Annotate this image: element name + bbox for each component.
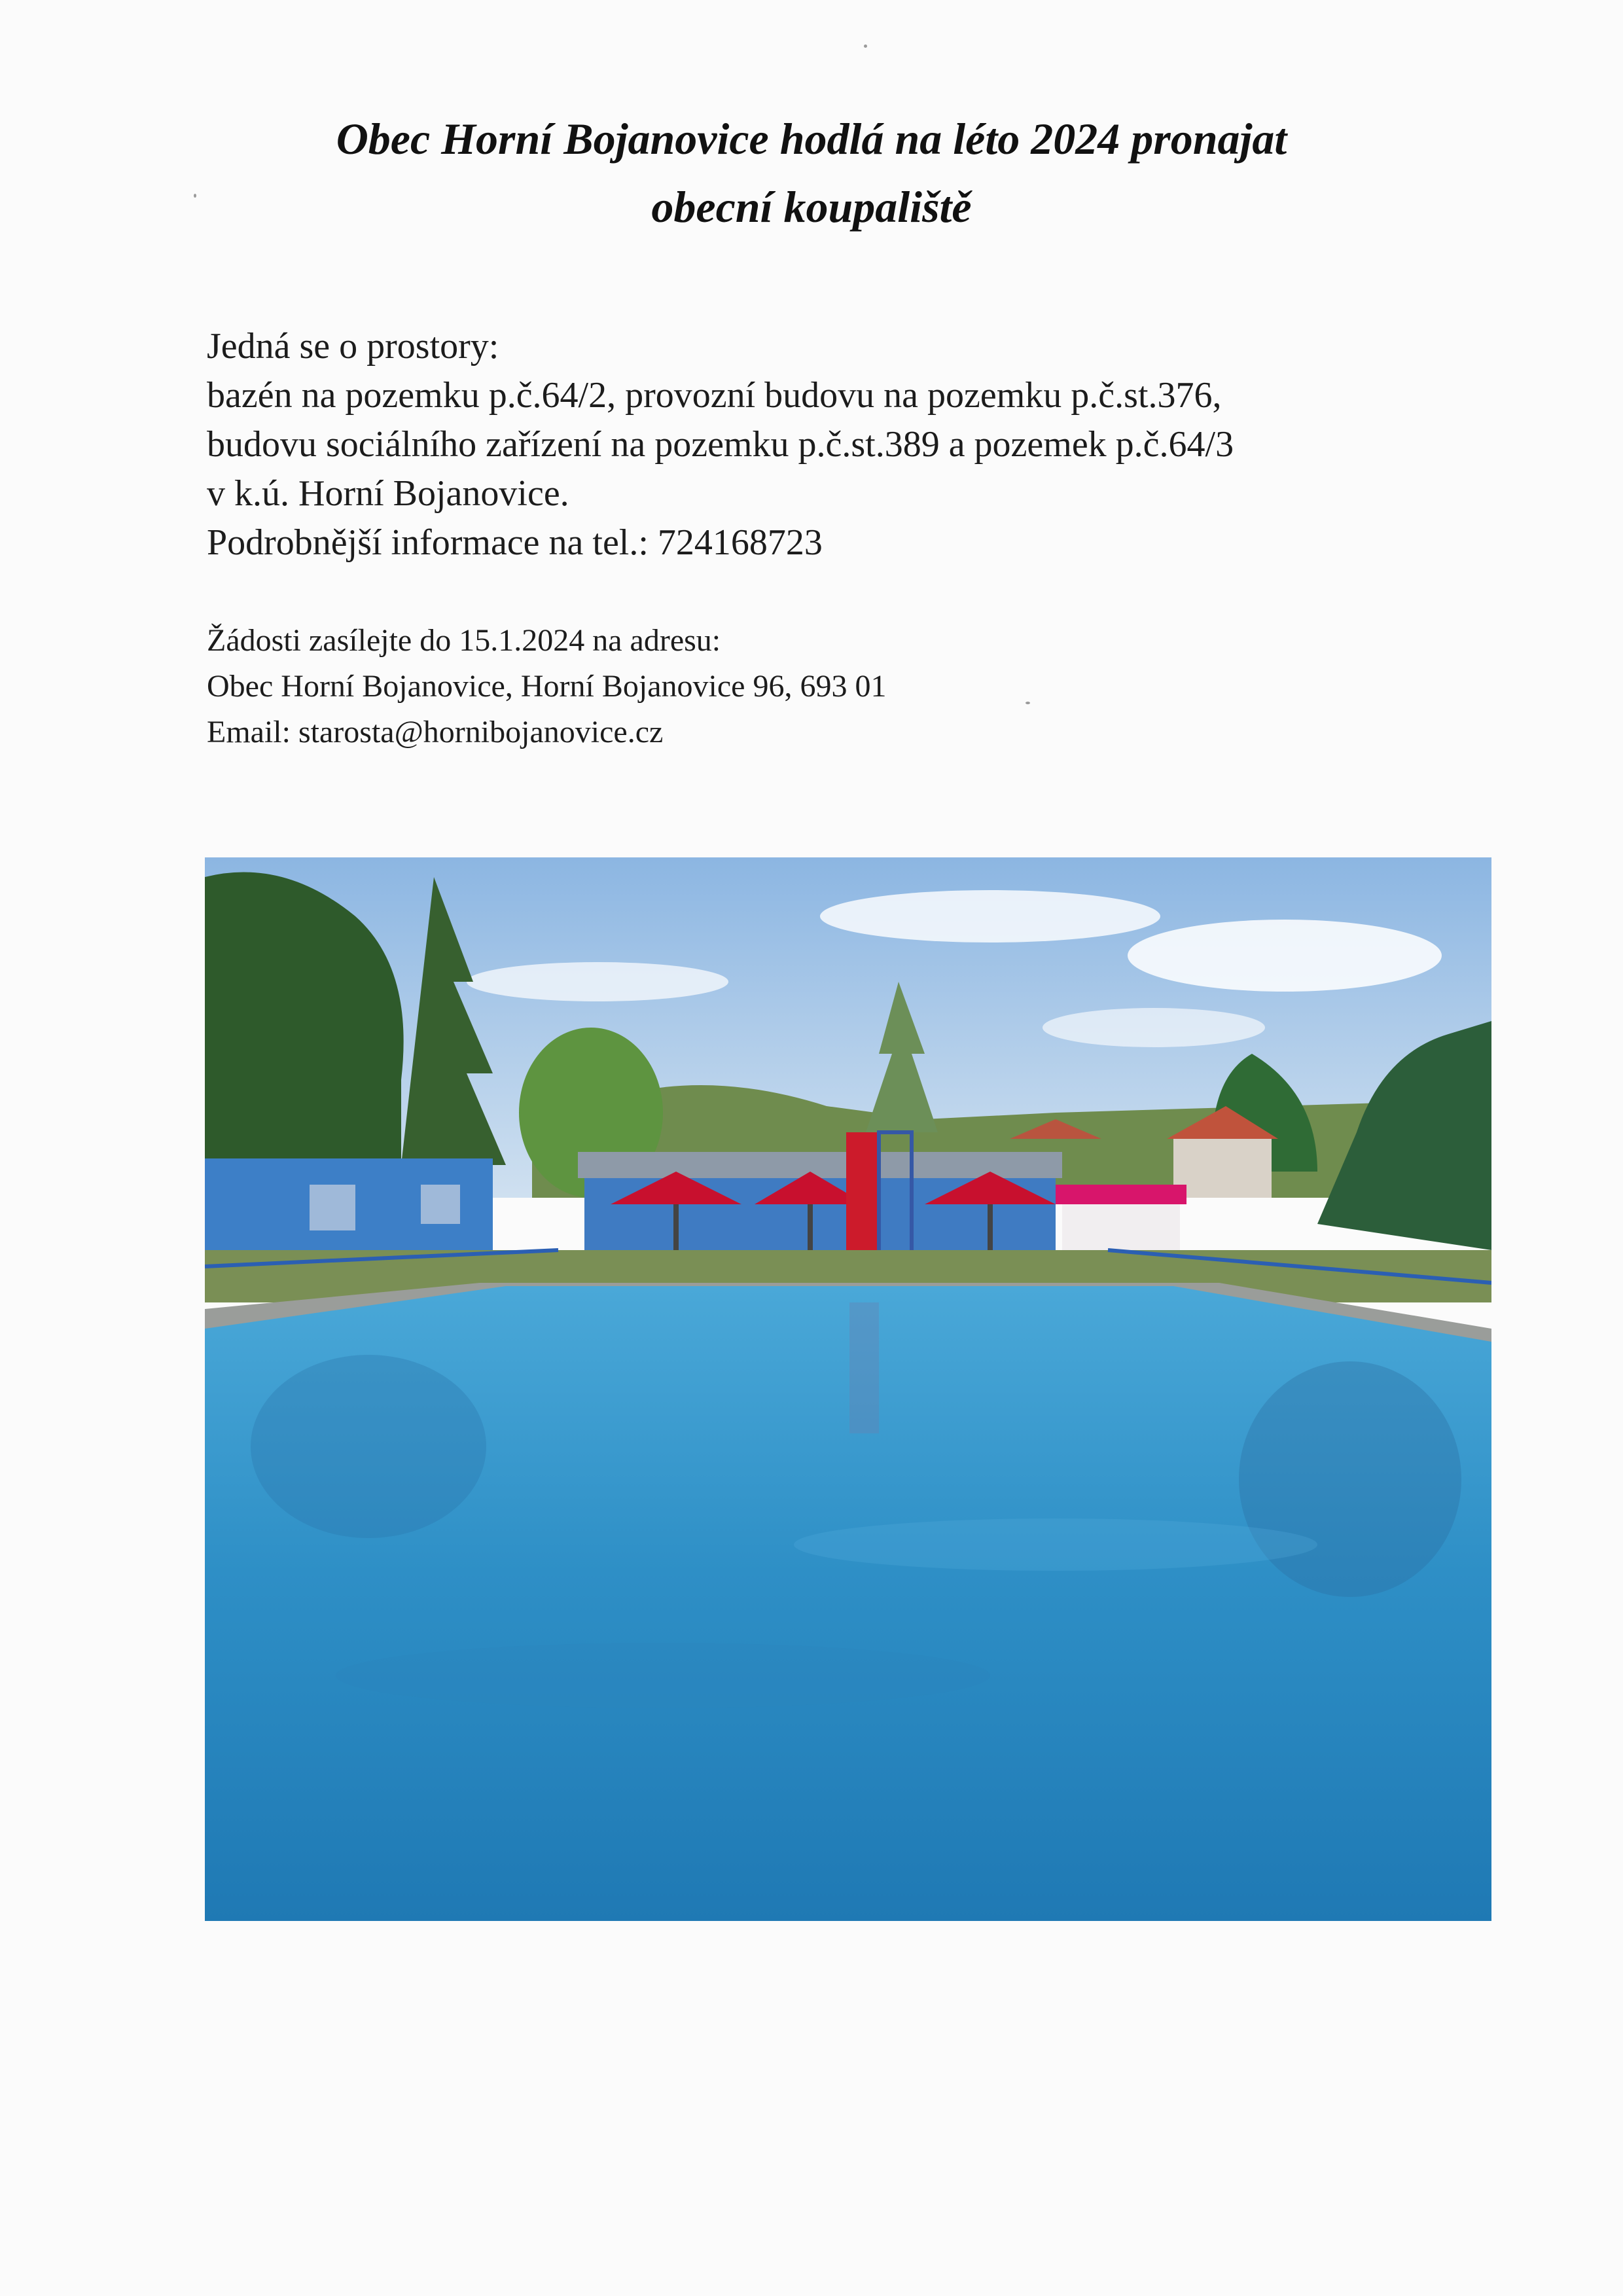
description-line-3: budovu sociálního zařízení na pozemku p.č.st.389 a pozemek p.č.64/3 <box>207 424 1234 465</box>
scan-speck <box>1026 702 1030 704</box>
description-line-2: bazén na pozemku p.č.64/2, provozní budovu na pozemku p.č.st.376, <box>207 375 1222 416</box>
description-line-4: v k.ú. Horní Bojanovice. <box>207 473 569 514</box>
contact-line-2: Obec Horní Bojanovice, Horní Bojanovice 96, 693 01 <box>207 669 887 704</box>
contact-line-1: Žádosti zasílejte do 15.1.2024 na adresu: <box>207 623 721 658</box>
application-contact <box>207 618 1385 755</box>
swimming-pool-photo <box>205 857 1491 1921</box>
page-title <box>0 105 1623 241</box>
property-description <box>207 322 1483 567</box>
title-line-1: Obec Horní Bojanovice hodlá na léto 2024 pronajat <box>336 114 1287 164</box>
contact-line-3: Email: starosta@hornibojanovice.cz <box>207 715 664 749</box>
scan-speck <box>864 45 867 48</box>
description-line-1: Jedná se o prostory: <box>207 326 499 367</box>
description-line-5: Podrobnější informace na tel.: 724168723 <box>207 522 823 563</box>
title-line-2: obecní koupaliště <box>651 182 972 232</box>
scan-speck <box>194 194 196 198</box>
